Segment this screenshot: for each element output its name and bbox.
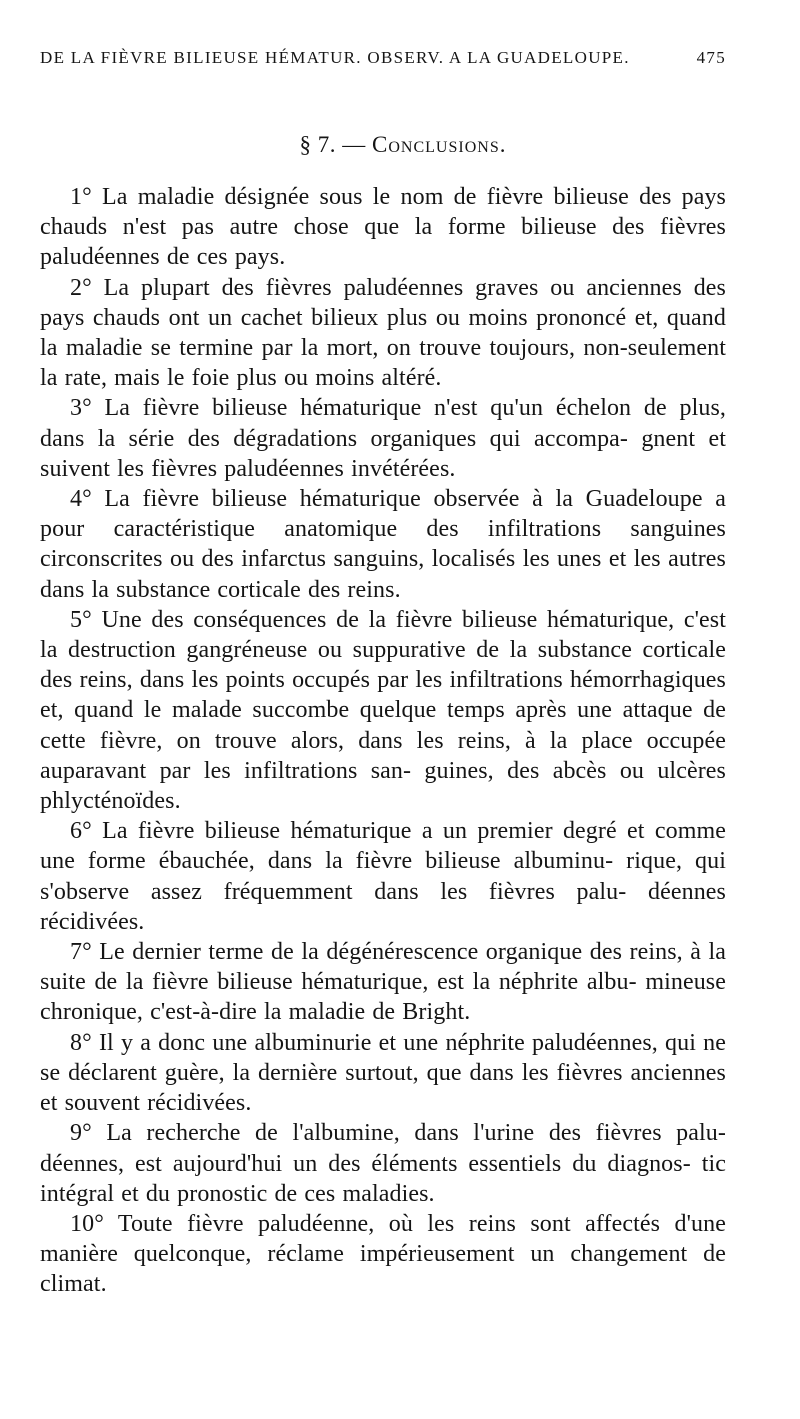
conclusion-paragraph-7: 7° Le dernier terme de la dégénérescence organique des reins, à la suite de la fièvre bilieuse hématurique, est la néphrite albu- mineuse chronique, c'est-à-dire la maladie de Bright. — [40, 939, 726, 1026]
conclusion-paragraph-1: 1° La maladie désignée sous le nom de fièvre bilieuse des pays chauds n'est pas autre chose que la forme bilieuse des fièvres paludéennes de ces pays. — [40, 184, 726, 271]
running-head — [40, 46, 726, 70]
conclusion-paragraph-6: 6° La fièvre bilieuse hématurique a un premier degré et comme une forme ébauchée, dans la fièvre bilieuse albuminu- rique, qui s'observe assez fréquemment dans les fièvres palu- déennes récidivées. — [40, 818, 726, 935]
conclusion-paragraph-8: 8° Il y a donc une albuminurie et une néphrite paludéennes, qui ne se déclarent guère, la dernière surtout, que dans les fièvres anciennes et souvent récidivées. — [40, 1029, 726, 1117]
section-number: § 7. — — [299, 132, 366, 157]
page-number: 475 — [696, 48, 726, 67]
conclusion-paragraph-2: 2° La plupart des fièvres paludéennes graves ou anciennes des pays chauds ont un cachet bilieux plus ou moins prononcé et, quand la maladie se termine par la mort, on trouve toujours, non-seulement la rate, mais le foie plus ou moins altéré. — [40, 274, 726, 392]
conclusion-paragraph-5: 5° Une des conséquences de la fièvre bilieuse hématurique, c'est la destruction gangréneuse ou suppurative de la substance corticale des reins, dans les points occupés par les infiltrations hémorrhagiques et, quand le malade succombe quelque temps après une attaque de cette fièvre, on trouve alors, dans les reins, à la place occupée auparavant par les infiltrations san- guines, des abcès ou ulcères phlycténoïdes. — [40, 606, 726, 815]
conclusion-paragraph-10: 10° Toute fièvre paludéenne, où les reins sont affectés d'une manière quelconque, réclame impérieusement un changement de climat. — [40, 1210, 726, 1298]
section-title: Conclusions. — [372, 132, 507, 157]
conclusion-paragraph-3: 3° La fièvre bilieuse hématurique n'est qu'un échelon de plus, dans la série des dégradations organiques qui accompa- gnent et suivent les fièvres paludéennes invétérées. — [40, 395, 726, 482]
conclusions-list — [40, 182, 726, 1300]
book-page — [40, 46, 726, 1300]
conclusion-paragraph-4: 4° La fièvre bilieuse hématurique observée à la Guadeloupe a pour caractéristique anatomique des infiltrations sanguines circonscrites ou des infarctus sanguins, localisés les unes et les autres dans la substance corticale des reins. — [40, 486, 726, 603]
running-title: DE LA FIÈVRE BILIEUSE HÉMATUR. OBSERV. A LA GUADELOUPE. — [40, 48, 630, 67]
conclusion-paragraph-9: 9° La recherche de l'albumine, dans l'urine des fièvres palu- déennes, est aujourd'hui un des éléments essentiels du diagnos- tic intégral et du pronostic de ces maladies. — [40, 1120, 726, 1207]
section-heading — [40, 130, 726, 160]
